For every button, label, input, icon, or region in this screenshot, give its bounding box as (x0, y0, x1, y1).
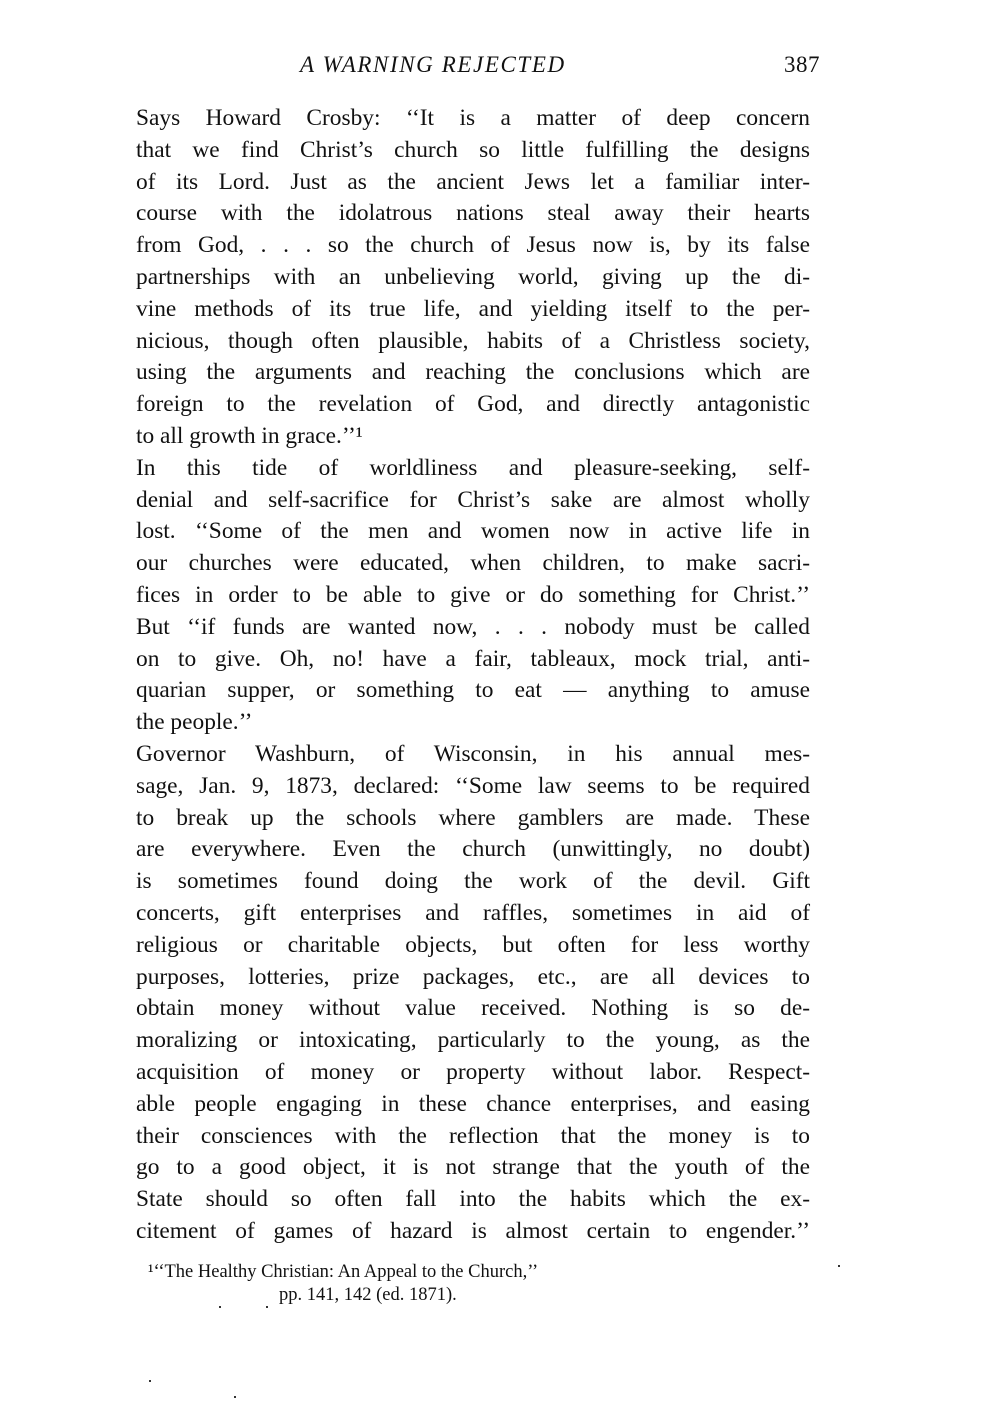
text-line: nicious, though often plausible, habits of a Christless society, (136, 327, 810, 354)
text-line: But ‘‘if funds are wanted now, . . . nobody must be called (136, 613, 810, 640)
text-line: lost. ‘‘Some of the men and women now in active life in (136, 518, 810, 545)
text-line: to break up the schools where gamblers are made. These (136, 804, 810, 831)
text-line: purposes, lotteries, prize packages, etc., are all devices to (136, 963, 810, 990)
paragraph-crosby-quote (136, 103, 810, 453)
text-line: of its Lord. Just as the ancient Jews let a familiar inter- (136, 168, 810, 195)
paragraph-worldliness (136, 453, 810, 739)
text-line: Says Howard Crosby: ‘‘It is a matter of deep concern (136, 105, 810, 131)
text-line: citement of games of hazard is almost certain to engender.’’ (136, 1217, 810, 1244)
footnote-pages: pp. 141, 142 (ed. 1871). (279, 1285, 457, 1305)
text-line: our churches were educated, when children, to make sacri- (136, 550, 810, 577)
scan-speck (234, 1396, 236, 1398)
scan-speck (266, 1306, 268, 1308)
text-line: fices in order to be able to give or do something for Christ.’’ (136, 581, 810, 608)
text-line: vine methods of its true life, and yielding itself to the per- (136, 295, 810, 322)
text-line: concerts, gift enterprises and raffles, sometimes in aid of (136, 899, 810, 926)
text-line: moralizing or intoxicating, particularly to the young, as the (136, 1027, 810, 1054)
scan-speck (219, 1306, 221, 1308)
text-line: State should so often fall into the habits which the ex- (136, 1186, 810, 1213)
running-head (130, 52, 820, 86)
footnote (148, 1261, 768, 1307)
body-text (136, 103, 810, 1248)
text-line: are everywhere. Even the church (unwittingly, no doubt) (136, 836, 810, 863)
text-line: obtain money without value received. Nothing is so de- (136, 995, 810, 1022)
scan-speck (149, 1380, 151, 1382)
paragraph-washburn-message (136, 739, 810, 1248)
text-line: that we find Christ’s church so little fulfilling the designs (136, 136, 810, 163)
footnote-citation: ¹‘‘The Healthy Christian: An Appeal to the Church,’’ (148, 1262, 539, 1282)
text-line: using the arguments and reaching the conclusions which are (136, 359, 810, 386)
chapter-title: A WARNING REJECTED (300, 52, 566, 77)
text-line: sage, Jan. 9, 1873, declared: ‘‘Some law seems to be required (136, 772, 810, 799)
text-line: from God, . . . so the church of Jesus now is, by its false (136, 232, 810, 259)
text-line: able people engaging in these chance enterprises, and easing (136, 1090, 810, 1117)
text-line: is sometimes found doing the work of the devil. Gift (136, 868, 810, 895)
text-line: acquisition of money or property without labor. Respect- (136, 1058, 810, 1085)
text-line: to all growth in grace.’’¹ (136, 422, 363, 449)
text-line: course with the idolatrous nations steal away their hearts (136, 200, 810, 227)
text-line: the people.’’ (136, 709, 253, 736)
text-line: quarian supper, or something to eat — anything to amuse (136, 677, 810, 704)
page-number: 387 (784, 52, 820, 77)
text-line: foreign to the revelation of God, and directly antagonistic (136, 391, 810, 418)
text-line: partnerships with an unbelieving world, giving up the di- (136, 263, 810, 290)
text-line: In this tide of worldliness and pleasure-seeking, self- (136, 454, 810, 481)
scan-speck (838, 1265, 840, 1267)
text-line: on to give. Oh, no! have a fair, tableaux, mock trial, anti- (136, 645, 810, 672)
text-line: go to a good object, it is not strange that the youth of the (136, 1154, 810, 1181)
text-line: Governor Washburn, of Wisconsin, in his annual mes- (136, 740, 810, 767)
text-line: their consciences with the reflection that the money is to (136, 1122, 810, 1149)
text-line: denial and self-sacrifice for Christ’s sake are almost wholly (136, 486, 810, 513)
text-line: religious or charitable objects, but often for less worthy (136, 931, 810, 958)
